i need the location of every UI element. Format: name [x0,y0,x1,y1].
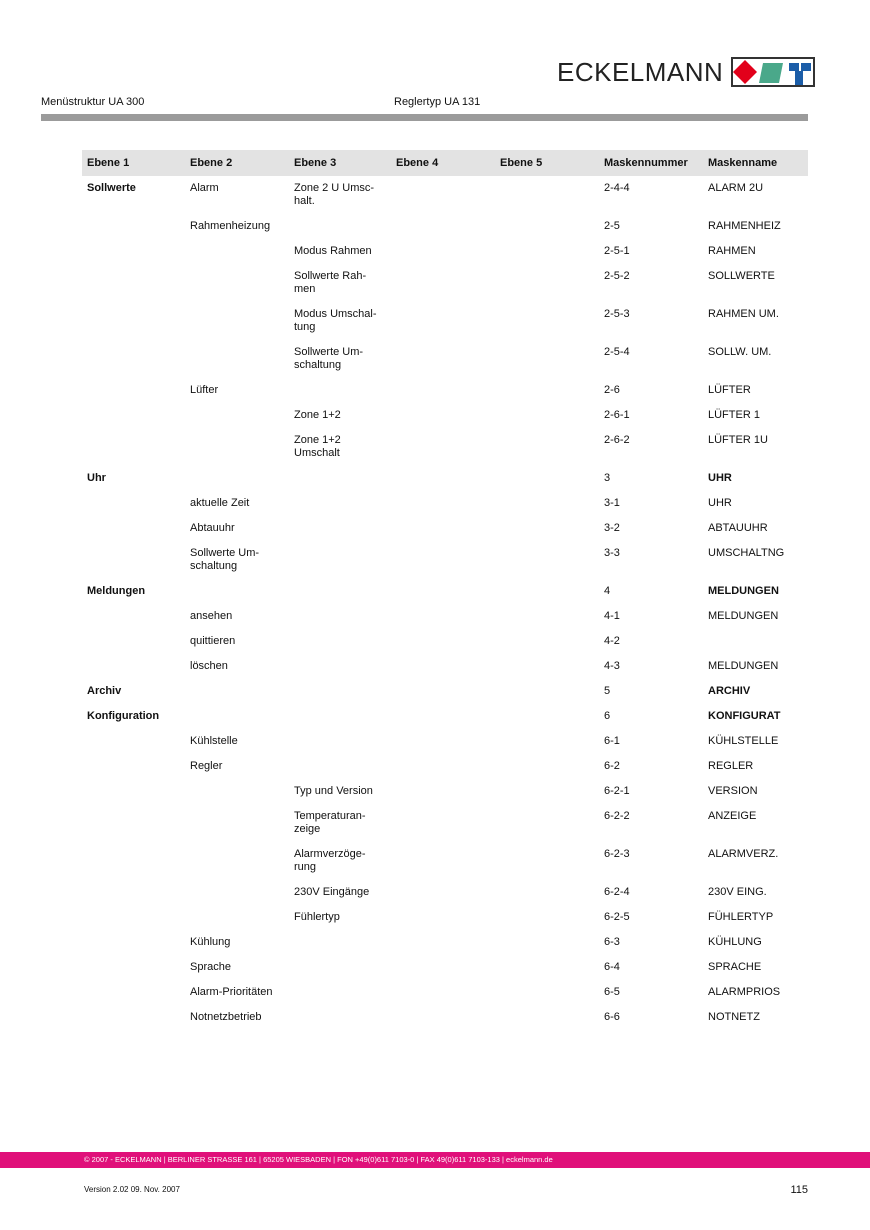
table-row [82,804,808,842]
table-row [82,491,808,516]
cell-ebene-2: Kühlung [190,936,231,948]
cell-ebene-3: Modus Rahmen [294,245,372,257]
cell-maskenname: REGLER [708,760,754,772]
cell-ebene-4 [391,880,495,905]
header-maskennummer: Maskennummer [599,150,703,176]
cell-ebene-2: Kühlstelle [190,735,238,747]
header-maskenname: Maskenname [703,150,808,176]
table-row [82,302,808,340]
cell-ebene-3 [289,955,391,980]
cell-ebene-5 [495,541,599,579]
cell-maskenname: 230V EING. [708,886,767,898]
cell-ebene-4 [391,579,495,604]
cell-ebene-3: Zone 1+2 [294,409,341,421]
cell-ebene-4 [391,340,495,378]
cell-maskenname: MELDUNGEN [708,660,779,672]
cell-maskennummer: 4-3 [604,660,620,672]
header-document-title: Menüstruktur UA 300 [41,96,145,108]
cell-ebene-5 [495,779,599,804]
cell-ebene-4 [391,704,495,729]
cell-ebene-5 [495,579,599,604]
cell-maskenname: VERSION [708,785,758,797]
cell-ebene-5 [495,340,599,378]
cell-ebene-2 [185,842,289,880]
table-row [82,930,808,955]
cell-ebene-2 [185,428,289,466]
cell-ebene-1 [82,302,185,340]
cell-ebene-5 [495,930,599,955]
cell-maskennummer: 2-5-2 [604,270,630,282]
cell-ebene-3 [289,466,391,491]
cell-maskennummer: 4-2 [604,635,620,647]
header-ebene-3: Ebene 3 [289,150,391,176]
header-ebene-2: Ebene 2 [185,150,289,176]
cell-ebene-4 [391,729,495,754]
cell-ebene-3 [289,491,391,516]
table-header-row [82,150,808,176]
cell-ebene-3 [289,516,391,541]
cell-ebene-2 [185,579,289,604]
cell-ebene-3: Zone 2 U Umsc- halt. [294,182,375,207]
cell-maskennummer: 6-2-5 [604,911,630,923]
cell-ebene-2: Sollwerte Um- schaltung [190,547,260,572]
cell-ebene-3: Fühlertyp [294,911,340,923]
cell-ebene-1: Sollwerte [87,182,136,194]
cell-ebene-1 [82,654,185,679]
table-row [82,403,808,428]
cell-ebene-5 [495,704,599,729]
cell-ebene-2: Notnetzbetrieb [190,1011,262,1023]
cell-ebene-2 [185,704,289,729]
cell-ebene-5 [495,378,599,403]
cell-ebene-3: Modus Umschal- tung [294,308,377,333]
cell-maskennummer: 6-2-3 [604,848,630,860]
cell-ebene-1 [82,955,185,980]
cell-ebene-5 [495,214,599,239]
table-row [82,604,808,629]
page-number: 115 [790,1184,808,1196]
cell-ebene-5 [495,466,599,491]
cell-maskennummer: 3 [604,472,611,484]
table-row [82,239,808,264]
cell-ebene-4 [391,1005,495,1030]
cell-ebene-4 [391,905,495,930]
cell-ebene-5 [495,679,599,704]
cell-ebene-3 [289,579,391,604]
cell-ebene-5 [495,955,599,980]
table-row [82,905,808,930]
cell-maskennummer: 6-2-2 [604,810,630,822]
cell-ebene-3 [289,980,391,1005]
cell-maskenname: SPRACHE [708,961,762,973]
cell-maskenname: UHR [708,497,732,509]
cell-ebene-1 [82,905,185,930]
cell-maskenname: LÜFTER [708,384,751,396]
cell-ebene-1 [82,403,185,428]
cell-ebene-4 [391,214,495,239]
eckelmann-logo [557,56,815,88]
cell-maskenname: UHR [708,472,732,484]
cell-ebene-4 [391,466,495,491]
table-row [82,679,808,704]
table-row [82,176,808,214]
cell-ebene-2: Sprache [190,961,231,973]
cell-ebene-1 [82,604,185,629]
cell-ebene-5 [495,804,599,842]
cell-maskenname: UMSCHALTNG [708,547,785,559]
cell-ebene-5 [495,491,599,516]
cell-maskenname: ALARMPRIOS [708,986,781,998]
cell-ebene-1 [82,842,185,880]
cell-ebene-3 [289,214,391,239]
cell-ebene-1 [82,930,185,955]
cell-ebene-3: Typ und Version [294,785,373,797]
cell-ebene-3 [289,704,391,729]
document-version: Version 2.02 09. Nov. 2007 [84,1185,180,1194]
header-ebene-1: Ebene 1 [82,150,185,176]
cell-ebene-3: Temperaturan- zeige [294,810,366,835]
cell-ebene-2 [185,905,289,930]
cell-ebene-2: aktuelle Zeit [190,497,250,509]
cell-ebene-4 [391,804,495,842]
cell-ebene-1 [82,428,185,466]
table-row [82,880,808,905]
table-row [82,779,808,804]
cell-maskennummer: 2-5-3 [604,308,630,320]
cell-maskenname: ARCHIV [708,685,751,697]
cell-maskenname: KÜHLSTELLE [708,735,779,747]
cell-ebene-3: Sollwerte Um- schaltung [294,346,364,371]
cell-maskenname: MELDUNGEN [708,585,779,597]
cell-ebene-5 [495,842,599,880]
cell-ebene-3 [289,679,391,704]
table-row [82,264,808,302]
cell-ebene-2: Rahmenheizung [190,220,271,232]
cell-ebene-4 [391,264,495,302]
cell-maskennummer: 6-2-4 [604,886,630,898]
cell-maskennummer: 2-6 [604,384,620,396]
cell-ebene-3 [289,1005,391,1030]
cell-maskennummer: 6-4 [604,961,620,973]
cell-ebene-5 [495,1005,599,1030]
cell-ebene-2: quittieren [190,635,236,647]
cell-ebene-1 [82,378,185,403]
cell-ebene-4 [391,403,495,428]
table-row [82,214,808,239]
cell-ebene-4 [391,654,495,679]
cell-maskenname: LÜFTER 1U [708,434,768,446]
cell-maskenname: ALARMVERZ. [708,848,779,860]
cell-ebene-5 [495,629,599,654]
table-row [82,754,808,779]
cell-maskenname: KONFIGURAT [708,710,781,722]
cell-maskenname: FÜHLERTYP [708,911,774,923]
cell-maskennummer: 6-2 [604,760,620,772]
cell-ebene-1 [82,264,185,302]
table-row [82,1005,808,1030]
menu-structure-table [82,150,808,1030]
cell-ebene-3 [289,378,391,403]
cell-maskennummer: 2-4-4 [604,182,630,194]
cell-ebene-1 [82,729,185,754]
cell-maskenname: RAHMENHEIZ [708,220,781,232]
cell-maskenname: ALARM 2U [708,182,764,194]
cell-ebene-5 [495,264,599,302]
cell-ebene-1 [82,880,185,905]
cell-ebene-3 [289,930,391,955]
cell-ebene-5 [495,176,599,214]
cell-ebene-3 [289,654,391,679]
cell-ebene-2 [185,880,289,905]
cell-maskenname: MELDUNGEN [708,610,779,622]
cell-ebene-3 [289,541,391,579]
cell-maskennummer: 6-5 [604,986,620,998]
cell-ebene-4 [391,239,495,264]
cell-maskenname: KÜHLUNG [708,936,762,948]
cell-ebene-1 [82,779,185,804]
cell-maskenname: LÜFTER 1 [708,409,760,421]
cell-maskenname: ABTAUUHR [708,522,768,534]
table-row [82,340,808,378]
cell-maskenname [703,629,808,654]
cell-ebene-1 [82,491,185,516]
table-row [82,654,808,679]
cell-ebene-2: ansehen [190,610,233,622]
cell-maskennummer: 6 [604,710,611,722]
cell-ebene-5 [495,403,599,428]
cell-ebene-4 [391,842,495,880]
table-row [82,704,808,729]
table-row [82,842,808,880]
cell-maskennummer: 5 [604,685,611,697]
cell-ebene-2 [185,779,289,804]
cell-maskenname: SOLLW. UM. [708,346,772,358]
cell-ebene-2: Abtauuhr [190,522,235,534]
cell-ebene-5 [495,754,599,779]
table-row [82,980,808,1005]
cell-ebene-4 [391,629,495,654]
cell-ebene-5 [495,428,599,466]
cell-ebene-2 [185,302,289,340]
cell-maskennummer: 2-5 [604,220,620,232]
footer-company-info: © 2007 - ECKELMANN | BERLINER STRASSE 161 | 65205 WIESBADEN | FON +49(0)611 7103-0 | FAX 49(0)611 7103-133 | eckelmann.de [84,1155,553,1164]
cell-ebene-3: Zone 1+2 Umschalt [294,434,341,459]
table-row [82,729,808,754]
cell-ebene-4 [391,754,495,779]
cell-maskenname: RAHMEN UM. [708,308,779,320]
cell-ebene-4 [391,541,495,579]
cell-ebene-4 [391,955,495,980]
cell-maskenname: SOLLWERTE [708,270,775,282]
cell-ebene-4 [391,516,495,541]
cell-ebene-3 [289,754,391,779]
cell-ebene-1: Meldungen [87,585,146,597]
cell-ebene-1 [82,541,185,579]
table-row [82,378,808,403]
table-row [82,516,808,541]
cell-maskennummer: 2-6-2 [604,434,630,446]
cell-ebene-4 [391,980,495,1005]
cell-ebene-4 [391,428,495,466]
cell-ebene-4 [391,779,495,804]
header-divider [41,114,808,121]
cell-ebene-2 [185,804,289,842]
cell-ebene-5 [495,905,599,930]
cell-ebene-1 [82,1005,185,1030]
cell-ebene-1 [82,804,185,842]
cell-ebene-3 [289,629,391,654]
cell-ebene-5 [495,604,599,629]
cell-ebene-5 [495,980,599,1005]
cell-maskennummer: 4-1 [604,610,620,622]
header-ebene-5: Ebene 5 [495,150,599,176]
cell-ebene-1 [82,214,185,239]
table-row [82,466,808,491]
header-ebene-4: Ebene 4 [391,150,495,176]
table-row [82,955,808,980]
cell-maskennummer: 4 [604,585,611,597]
table-row [82,579,808,604]
cell-ebene-4 [391,604,495,629]
cell-ebene-1: Archiv [87,685,122,697]
cell-ebene-4 [391,176,495,214]
cell-maskennummer: 3-2 [604,522,620,534]
cell-ebene-3: Sollwerte Rah- men [294,270,367,295]
cell-ebene-1 [82,239,185,264]
cell-ebene-1 [82,754,185,779]
cell-ebene-4 [391,491,495,516]
cell-ebene-4 [391,679,495,704]
cell-ebene-4 [391,378,495,403]
cell-maskennummer: 6-1 [604,735,620,747]
cell-maskenname: NOTNETZ [708,1011,760,1023]
cell-ebene-2: Regler [190,760,223,772]
cell-ebene-2 [185,403,289,428]
cell-ebene-2 [185,679,289,704]
cell-ebene-2 [185,466,289,491]
cell-ebene-2 [185,239,289,264]
cell-ebene-3: 230V Eingänge [294,886,370,898]
table-row [82,428,808,466]
cell-ebene-1 [82,629,185,654]
cell-ebene-2: Alarm-Prioritäten [190,986,273,998]
cell-maskennummer: 3-1 [604,497,620,509]
cell-ebene-5 [495,239,599,264]
cell-ebene-4 [391,302,495,340]
cell-ebene-2: Lüfter [190,384,219,396]
cell-maskennummer: 2-5-4 [604,346,630,358]
cell-ebene-2: löschen [190,660,228,672]
cell-ebene-3 [289,729,391,754]
cell-ebene-5 [495,302,599,340]
logo-text: ECKELMANN [557,57,724,87]
cell-maskenname: ANZEIGE [708,810,757,822]
cell-maskennummer: 6-6 [604,1011,620,1023]
eckelmann-logo-icon [731,57,815,87]
cell-ebene-1 [82,340,185,378]
cell-ebene-3 [289,604,391,629]
header-controller-type: Reglertyp UA 131 [394,96,481,108]
cell-ebene-1: Uhr [87,472,106,484]
cell-maskenname: RAHMEN [708,245,756,257]
cell-maskennummer: 2-5-1 [604,245,630,257]
cell-ebene-2 [185,264,289,302]
cell-ebene-2 [185,340,289,378]
cell-ebene-5 [495,654,599,679]
cell-maskennummer: 3-3 [604,547,620,559]
cell-ebene-3: Alarmverzöge- rung [294,848,366,873]
cell-ebene-4 [391,930,495,955]
table-row [82,541,808,579]
cell-ebene-1 [82,516,185,541]
cell-ebene-2: Alarm [190,182,219,194]
cell-maskennummer: 6-2-1 [604,785,630,797]
cell-ebene-5 [495,729,599,754]
cell-ebene-5 [495,516,599,541]
table-row [82,629,808,654]
cell-ebene-1 [82,980,185,1005]
cell-ebene-1: Konfiguration [87,710,160,722]
cell-maskennummer: 2-6-1 [604,409,630,421]
cell-ebene-5 [495,880,599,905]
cell-maskennummer: 6-3 [604,936,620,948]
